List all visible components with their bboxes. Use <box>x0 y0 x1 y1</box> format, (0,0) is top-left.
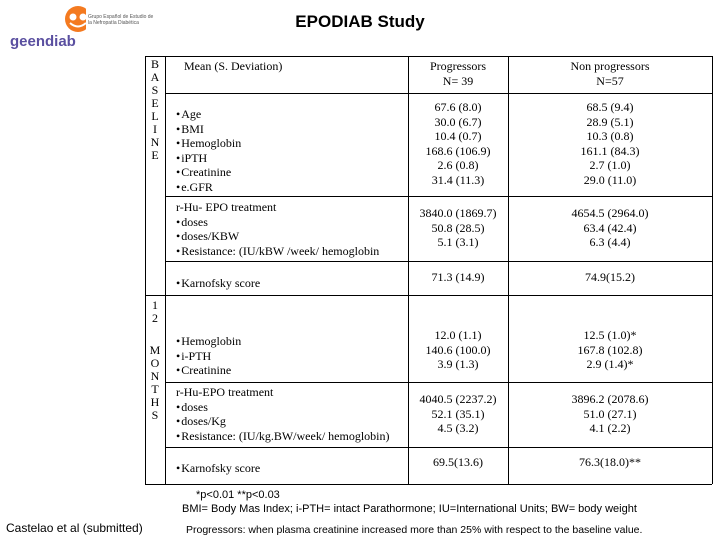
baseline-non-progressors-values: 68.5 (9.4) 28.9 (5.1) 10.3 (0.8) 161.1 (84.3) 2.7 (1.0) 29.0 (11.0) <box>580 100 640 187</box>
logo-subtitle: Grupo Español de Estudio de la Nefropatía Diabética <box>88 14 154 26</box>
row-divider <box>165 261 712 262</box>
m12-progressors-values: 12.0 (1.1) 140.6 (100.0) 3.9 (1.3) <box>425 328 491 371</box>
row-divider <box>165 447 712 448</box>
baseline-variables: • Age • BMI • Hemoglobin • iPTH • Creatinine • e.GFR <box>176 107 241 194</box>
section-label-12-months: 1 2 <box>152 298 158 325</box>
karnofsky-progressors-value: 71.3 (14.9) <box>431 270 485 284</box>
table-bottom-border <box>145 484 712 485</box>
epo-non-progressors-values: 4654.5 (2964.0) 63.4 (42.4) 6.3 (4.4) <box>571 206 649 249</box>
column-header-non-progressors: Non progressors N=57 <box>570 59 650 88</box>
column-divider <box>165 56 166 484</box>
row-divider <box>165 196 712 197</box>
abbreviations-note: BMI= Body Mas Index; i-PTH= intact Parathormone; IU=International Units; BW= body weight <box>182 503 637 515</box>
table-right-border <box>712 56 713 484</box>
m12-karnofsky-label: • Karnofsky score <box>176 461 260 476</box>
m12-karnofsky-progressors-value: 69.5(13.6) <box>433 455 483 469</box>
table-left-border <box>145 56 146 484</box>
m12-variables: • Hemoglobin • i-PTH • Creatinine <box>176 334 241 378</box>
progressors-definition: Progressors: when plasma creatinine increased more than 25% with respect to the baseline value. <box>186 524 643 536</box>
page-title: EPODIAB Study <box>295 12 425 31</box>
table-top-border <box>145 56 712 57</box>
m12-epo-treatment-label: r-Hu-EPO treatment • doses • doses/Kg • Resistance: (IU/kg.BW/week/ hemoglobin) <box>176 385 390 443</box>
logo-wordmark: geendiab <box>10 33 76 50</box>
row-divider <box>165 93 712 94</box>
epo-progressors-values: 3840.0 (1869.7) 50.8 (28.5) 5.1 (3.1) <box>419 206 497 249</box>
column-header-progressors: Progressors N= 39 <box>430 59 486 88</box>
section-divider <box>145 295 712 296</box>
m12-epo-progressors-values: 4040.5 (2237.2) 52.1 (35.1) 4.5 (3.2) <box>419 392 497 435</box>
m12-epo-non-progressors-values: 3896.2 (2078.6) 51.0 (27.1) 4.1 (2.2) <box>571 392 649 435</box>
citation: Castelao et al (submitted) <box>6 521 143 535</box>
significance-note: *p<0.01 **p<0.03 <box>196 489 280 501</box>
baseline-progressors-values: 67.6 (8.0) 30.0 (6.7) 10.4 (0.7) 168.6 (106.9) 2.6 (0.8) 31.4 (11.3) <box>425 100 491 187</box>
section-label-12-months: M O N T H S <box>149 343 161 422</box>
column-header-mean: Mean (S. Deviation) <box>184 59 283 73</box>
m12-karnofsky-non-progressors-value: 76.3(18.0)** <box>579 455 641 469</box>
section-label-baseline: B A S E L I N E <box>150 57 160 162</box>
epo-treatment-label: r-Hu- EPO treatment • doses • doses/KBW • Resistance: (IU/kBW /week/ hemoglobin <box>176 200 379 258</box>
row-divider <box>165 382 712 383</box>
m12-non-progressors-values: 12.5 (1.0)* 167.8 (102.8) 2.9 (1.4)* <box>577 328 643 371</box>
karnofsky-label: • Karnofsky score <box>176 276 260 291</box>
karnofsky-non-progressors-value: 74.9(15.2) <box>585 270 635 284</box>
